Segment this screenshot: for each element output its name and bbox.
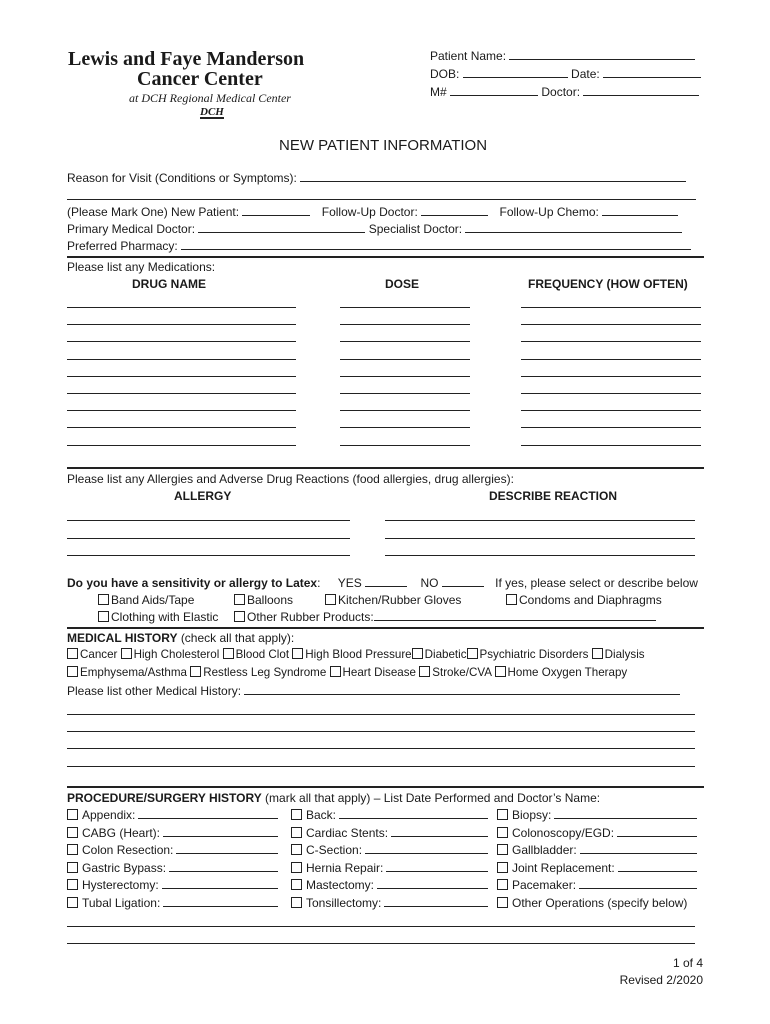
procedure-date-field[interactable] (339, 808, 488, 819)
dose-line[interactable] (340, 307, 470, 308)
checkbox[interactable] (223, 648, 234, 659)
dob-label: DOB: (430, 67, 460, 81)
section-divider (67, 786, 704, 788)
allergy-line[interactable] (67, 555, 350, 556)
procedure-label: CABG (Heart): (82, 825, 161, 840)
latex-opt-kitchen[interactable] (325, 593, 461, 607)
checkbox[interactable] (497, 862, 508, 873)
org-name-line1: Lewis and Faye Manderson (68, 48, 305, 70)
condition-label: Psychiatric Disorders (479, 648, 589, 661)
date-label: Date: (571, 67, 600, 81)
new-patient-label: (Please Mark One) New Patient: (67, 205, 240, 219)
other-history-label: Please list other Medical History: (67, 684, 242, 698)
latex-question-row (67, 576, 698, 590)
condition-label: Restless Leg Syndrome (203, 666, 327, 679)
checkbox[interactable] (292, 648, 303, 659)
latex-colon: : (317, 576, 321, 590)
allergy-line[interactable] (67, 538, 350, 539)
latex-opt-balloons[interactable] (234, 593, 293, 607)
procedure-date-field[interactable] (554, 808, 697, 819)
checkbox[interactable] (67, 827, 78, 838)
page-number: 1 of 4 (672, 956, 703, 970)
procedure-date-field[interactable] (386, 861, 488, 872)
section-divider (67, 256, 704, 258)
reaction-line[interactable] (385, 538, 695, 539)
condition-label: Dialysis (604, 648, 645, 661)
procedure-item[interactable] (291, 843, 488, 857)
condition-label: Emphysema/Asthma (80, 666, 187, 679)
checkbox[interactable] (291, 827, 302, 838)
checkbox[interactable] (190, 666, 201, 677)
checkbox[interactable] (497, 809, 508, 820)
history-line[interactable] (67, 766, 695, 767)
history-line[interactable] (67, 748, 695, 749)
checkbox[interactable] (291, 809, 302, 820)
latex-opt-condoms[interactable] (506, 593, 662, 607)
procedure-item[interactable] (291, 861, 488, 875)
procedure-label: Cardiac Stents: (306, 825, 389, 840)
procedure-label: Other Operations (specify below) (512, 895, 688, 910)
checkbox[interactable] (121, 648, 132, 659)
dose-header: DOSE (385, 277, 420, 291)
procedure-item[interactable] (291, 826, 488, 840)
medical-history-row2[interactable] (67, 666, 627, 679)
checkbox[interactable] (497, 844, 508, 855)
doctor-label: Doctor: (541, 85, 581, 99)
condition-label: Cancer (80, 648, 118, 661)
drug-name-line[interactable] (67, 359, 296, 360)
drug-name-line[interactable] (67, 324, 296, 325)
frequency-line[interactable] (521, 393, 701, 394)
frequency-line[interactable] (521, 359, 701, 360)
allergy-header: ALLERGY (174, 489, 232, 503)
procedure-item[interactable] (67, 861, 278, 875)
frequency-line[interactable] (521, 376, 701, 377)
procedure-label: Appendix: (82, 808, 136, 822)
dose-line[interactable] (340, 427, 470, 428)
procedure-date-field[interactable] (365, 843, 488, 854)
drug-name-line[interactable] (67, 410, 296, 411)
mrn-label: M# (430, 85, 447, 99)
pharmacy-label: Preferred Pharmacy: (67, 239, 178, 253)
procedure-item[interactable] (291, 878, 488, 892)
frequency-line[interactable] (521, 307, 701, 308)
procedure-item[interactable] (67, 808, 278, 822)
checkbox[interactable] (291, 897, 302, 908)
frequency-line[interactable] (521, 410, 701, 411)
dose-line[interactable] (340, 324, 470, 325)
revised-date: Revised 2/2020 (619, 973, 703, 987)
reaction-header: DESCRIBE REACTION (489, 489, 618, 503)
checkbox[interactable] (67, 648, 78, 659)
drug-name-line[interactable] (67, 393, 296, 394)
followup-doctor-label: Follow-Up Doctor: (321, 205, 418, 219)
condition-label: Home Oxygen Therapy (507, 666, 628, 679)
checkbox[interactable] (67, 666, 78, 677)
medical-history-heading: MEDICAL HISTORY (67, 631, 178, 645)
procedure-other-line[interactable] (67, 943, 695, 944)
latex-opt-bandaids[interactable] (98, 593, 194, 607)
drug-name-line[interactable] (67, 427, 296, 428)
procedure-label: Joint Replacement: (512, 860, 615, 875)
latex-no-label: NO (420, 576, 439, 590)
procedure-other-line[interactable] (67, 926, 695, 927)
procedure-label: Hernia Repair: (306, 860, 384, 875)
medical-history-row1[interactable] (67, 648, 645, 661)
org-name-line3: at DCH Regional Medical Center (129, 91, 291, 105)
procedure-date-field[interactable] (163, 826, 278, 837)
procedure-heading: PROCEDURE/SURGERY HISTORY (67, 791, 262, 805)
frequency-line[interactable] (521, 324, 701, 325)
checkbox[interactable] (98, 611, 109, 622)
latex-no-field[interactable] (442, 576, 484, 587)
procedure-date-field[interactable] (377, 878, 488, 889)
checkbox[interactable] (67, 897, 78, 908)
dose-line[interactable] (340, 359, 470, 360)
followup-chemo-label: Follow-Up Chemo: (499, 205, 599, 219)
medical-history-note: (check all that apply): (180, 631, 295, 645)
condition-label: Blood Clot (235, 648, 290, 661)
latex-opt-label: Condoms and Diaphragms (519, 593, 662, 607)
procedure-item[interactable] (291, 896, 488, 910)
checkbox[interactable] (291, 844, 302, 855)
checkbox[interactable] (234, 594, 245, 605)
procedure-label: Pacemaker: (512, 878, 577, 892)
procedure-item[interactable] (497, 826, 697, 840)
procedure-item[interactable] (67, 843, 278, 857)
dch-logo (200, 107, 224, 119)
doctors-field[interactable] (67, 222, 682, 236)
latex-opt-other[interactable] (234, 610, 656, 624)
patient-name-label: Patient Name: (430, 49, 507, 63)
dose-line[interactable] (340, 376, 470, 377)
procedure-date-field[interactable] (138, 808, 278, 819)
drug-name-line[interactable] (67, 307, 296, 308)
procedure-item[interactable] (497, 808, 697, 822)
checkbox[interactable] (419, 666, 430, 677)
checkbox[interactable] (592, 648, 603, 659)
procedure-date-field[interactable] (391, 826, 488, 837)
procedure-item[interactable] (67, 826, 278, 840)
checkbox[interactable] (67, 879, 78, 890)
checkbox[interactable] (495, 666, 506, 677)
visit-type-field[interactable] (67, 205, 678, 219)
checkbox[interactable] (467, 648, 478, 659)
checkbox[interactable] (497, 897, 508, 908)
reaction-line[interactable] (385, 555, 695, 556)
checkbox[interactable] (291, 879, 302, 890)
latex-opt-label: Band Aids/Tape (111, 593, 195, 607)
procedure-date-field[interactable] (163, 896, 278, 907)
patient-name-field[interactable] (430, 49, 695, 63)
latex-yes-field[interactable] (365, 576, 407, 587)
condition-label: Stroke/CVA (432, 666, 492, 679)
procedure-item[interactable] (67, 896, 278, 910)
latex-opt-label: Clothing with Elastic (111, 610, 219, 624)
other-history-field[interactable] (67, 684, 680, 698)
procedure-item[interactable] (497, 896, 687, 910)
medications-intro: Please list any Medications: (67, 260, 216, 274)
procedure-label: Colonoscopy/EGD: (512, 825, 615, 840)
checkbox[interactable] (291, 862, 302, 873)
history-line[interactable] (67, 731, 695, 732)
checkbox[interactable] (67, 809, 78, 820)
latex-opt-label: Balloons (247, 593, 294, 607)
mrn-field[interactable] (430, 85, 699, 99)
procedure-note: (mark all that apply) – List Date Performed and Doctor’s Name: (265, 791, 601, 805)
drug-name-line[interactable] (67, 341, 296, 342)
procedure-date-field[interactable] (580, 843, 697, 854)
procedure-label: Gallbladder: (512, 843, 577, 857)
condition-label: High Blood Pressure (305, 648, 412, 661)
procedure-date-field[interactable] (579, 878, 697, 889)
procedure-label: Biopsy: (512, 808, 552, 822)
procedure-label: C-Section: (306, 843, 363, 857)
latex-question: Do you have a sensitivity or allergy to Latex (67, 576, 318, 590)
reason-continuation-line[interactable] (67, 199, 696, 200)
reason-for-visit-field[interactable] (67, 171, 686, 185)
checkbox[interactable] (234, 611, 245, 622)
history-line[interactable] (67, 714, 695, 715)
checkbox[interactable] (98, 594, 109, 605)
procedure-item[interactable] (291, 808, 488, 822)
latex-opt-clothing[interactable] (98, 610, 218, 624)
procedure-date-field[interactable] (169, 861, 278, 872)
condition-label: Diabetic (424, 648, 467, 661)
condition-label: Heart Disease (342, 666, 416, 679)
procedure-date-field[interactable] (618, 861, 697, 872)
procedure-heading-row (67, 791, 600, 805)
procedure-date-field[interactable] (384, 896, 488, 907)
specialist-doctor-label: Specialist Doctor: (368, 222, 463, 236)
procedure-item[interactable] (497, 843, 697, 857)
procedure-item[interactable] (497, 878, 697, 892)
procedure-date-field[interactable] (176, 843, 278, 854)
reason-label: Reason for Visit (Conditions or Symptoms): (67, 171, 297, 185)
checkbox[interactable] (412, 648, 423, 659)
drug-name-line[interactable] (67, 376, 296, 377)
form-title: NEW PATIENT INFORMATION (279, 137, 488, 154)
dose-line[interactable] (340, 410, 470, 411)
checkbox[interactable] (497, 827, 508, 838)
dob-field[interactable] (430, 67, 701, 81)
medical-history-heading-row (67, 631, 294, 645)
procedure-date-field[interactable] (617, 826, 697, 837)
org-name-line2: Cancer Center (137, 68, 263, 90)
pharmacy-field[interactable] (67, 239, 691, 253)
procedure-label: Mastectomy: (306, 878, 375, 892)
dose-line[interactable] (340, 393, 470, 394)
checkbox[interactable] (497, 879, 508, 890)
procedure-label: Gastric Bypass: (82, 860, 167, 875)
dch-logo-text: DCH (200, 106, 224, 118)
frequency-header: FREQUENCY (HOW OFTEN) (528, 277, 688, 291)
reaction-line[interactable] (385, 520, 695, 521)
procedure-label: Tonsillectomy: (306, 895, 382, 910)
procedure-item[interactable] (67, 878, 278, 892)
checkbox[interactable] (330, 666, 341, 677)
checkbox[interactable] (325, 594, 336, 605)
frequency-line[interactable] (521, 427, 701, 428)
checkbox[interactable] (67, 844, 78, 855)
dose-line[interactable] (340, 445, 470, 446)
checkbox[interactable] (506, 594, 517, 605)
procedure-label: Colon Resection: (82, 843, 174, 857)
allergies-intro: Please list any Allergies and Adverse Drug Reactions (food allergies, drug allergies): (67, 472, 514, 486)
section-divider (67, 627, 704, 629)
latex-opt-label: Other Rubber Products: (247, 610, 374, 624)
drug-name-header: DRUG NAME (132, 277, 206, 291)
dose-line[interactable] (340, 341, 470, 342)
procedure-item[interactable] (497, 861, 697, 875)
checkbox[interactable] (67, 862, 78, 873)
latex-yes-label: YES (337, 576, 362, 590)
primary-doctor-label: Primary Medical Doctor: (67, 222, 196, 236)
procedure-label: Tubal Ligation: (82, 895, 161, 910)
section-divider (67, 467, 704, 469)
frequency-line[interactable] (521, 445, 701, 446)
procedure-label: Hysterectomy: (82, 878, 159, 892)
allergy-line[interactable] (67, 520, 350, 521)
latex-if-yes: If yes, please select or describe below (495, 576, 698, 590)
drug-name-line[interactable] (67, 445, 296, 446)
procedure-label: Back: (306, 808, 337, 822)
latex-opt-label: Kitchen/Rubber Gloves (338, 593, 462, 607)
frequency-line[interactable] (521, 341, 701, 342)
procedure-date-field[interactable] (162, 878, 278, 889)
condition-label: High Cholesterol (133, 648, 220, 661)
